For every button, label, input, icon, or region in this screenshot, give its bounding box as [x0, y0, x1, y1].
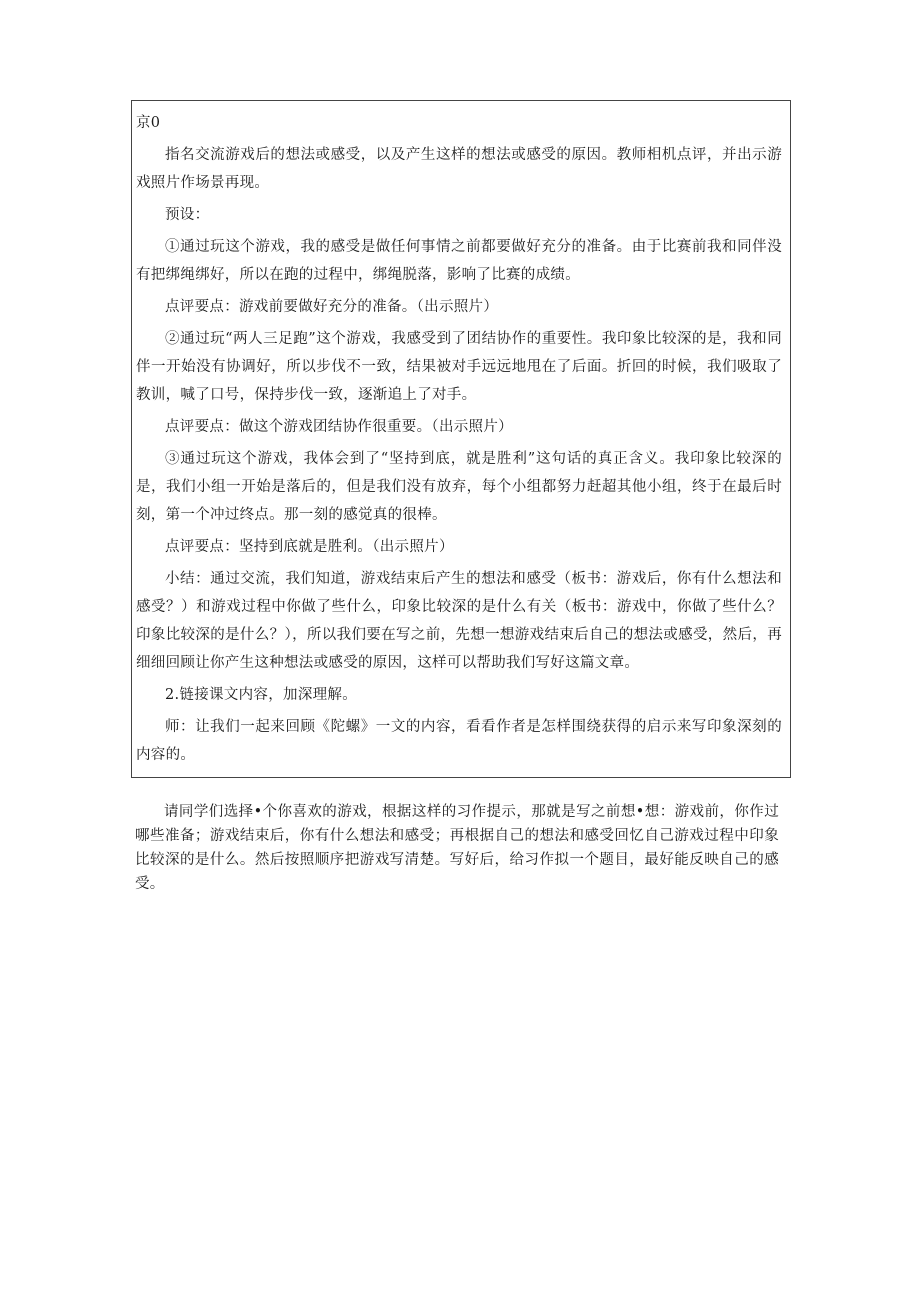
comment-point-1: 点评要点：游戏前要做好充分的准备。（出示照片） — [165, 299, 499, 315]
comment-point-2: 点评要点：做这个游戏团结协作很重要。（出示照片） — [165, 419, 513, 435]
show-paragraph-13 — [136, 773, 782, 778]
fragment-line: 京0 — [136, 115, 161, 131]
comment-point-3: 点评要点：坚持到底就是胜利。（出示照片） — [165, 539, 454, 555]
preset-item-2: ②通过玩“两人三足跑”这个游戏，我感受到了团结协作的重要性。我印象比较深的是，我和同伴一开始没有协调好，所以步伐不一致，结果被对手远远地甩在了后面。折回的时候，我们吸取了教训，喊了口号，保持步伐一致，逐渐追上了对手。 — [136, 331, 782, 403]
lesson-plan-box — [131, 100, 791, 778]
post-box-content — [131, 800, 791, 896]
preset-item-3: ③通过玩这个游戏，我体会到了“坚持到底，就是胜利”这句话的真正含义。我印象比较深的是，我们小组一开始是落后的，但是我们没有放弃，每个小组都努力赶超其他小组，终于在最后时刻，第一个冲过终点。那一刻的感觉真的很棒。 — [136, 451, 782, 523]
teacher-paragraph-1: 师：让我们一起来回顾《陀螺》一文的内容，看看作者是怎样围绕获得的启示来写印象深刻的内容的。 — [136, 719, 782, 763]
preset-label: 预设： — [165, 207, 210, 223]
summary-paragraph: 小结：通过交流，我们知道，游戏结束后产生的想法和感受（板书：游戏后，你有什么想法和感受？）和游戏过程中你做了些什么，印象比较深的是什么有关（板书：游戏中，你做了些什么？印象比较深的是什么？），所以我们要在写之前，先想一想游戏结束后自己的想法或感受，然后，再细细回顾让你产生这种想法或感受的原因，这样可以帮助我们写好这篇文章。 — [136, 571, 782, 671]
writing-prompt-paragraph: 请同学们选择•个你喜欢的游戏，根据这样的习作提示，那就是写之前想•想：游戏前，你作过哪些准备；游戏结束后，你有什么想法和感受；再根据自己的想法和感受回忆自己游戏过程中印象比较深的是什么。然后按照顺序把游戏写清楚。写好后，给习作拟一个题目，最好能反映自己的感受。 — [135, 804, 779, 892]
instruction-paragraph: 指名交流游戏后的想法或感受，以及产生这样的想法或感受的原因。教师相机点评，并出示游戏照片作场景再现。 — [136, 147, 782, 191]
preset-item-1: ①通过玩这个游戏，我的感受是做任何事情之前都要做好充分的准备。由于比赛前我和同伴没有把绑绳绑好，所以在跑的过程中，绑绳脱落，影响了比赛的成绩。 — [136, 239, 782, 283]
section-heading-link-text: 2.链接课文内容，加深理解。 — [165, 687, 358, 703]
